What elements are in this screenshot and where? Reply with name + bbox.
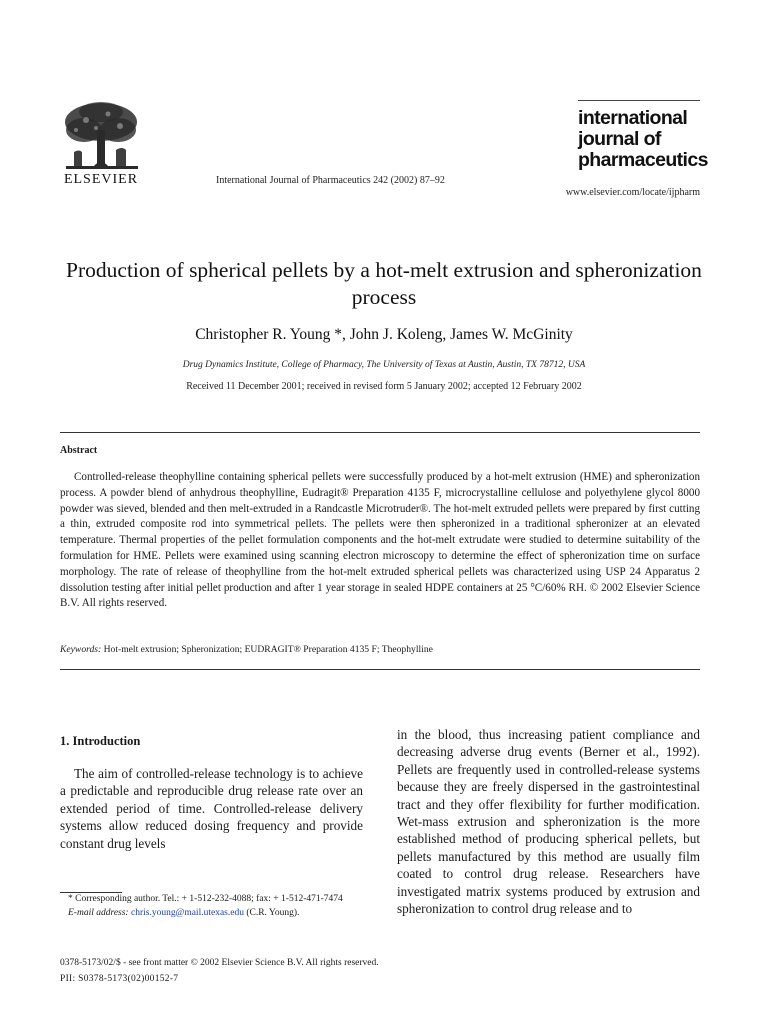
- journal-brand: [578, 108, 708, 171]
- body-column-left: The aim of controlled-release technology is to achieve a predictable and reproducible drug release rate over an extended period of time. Controlled-release delivery systems allow reduced dosing frequency and provide constant drug levels: [60, 766, 363, 851]
- email-label: E-mail address:: [68, 907, 129, 918]
- journal-citation: International Journal of Pharmaceutics 242 (2002) 87–92: [216, 175, 445, 186]
- journal-brand-line-2: journal of: [578, 128, 661, 150]
- publisher-logo-label: ELSEVIER: [63, 172, 139, 187]
- keywords-list: Hot-melt extrusion; Spheronization; EUDRAGIT® Preparation 4135 F; Theophylline: [103, 644, 433, 655]
- body-column-right: in the blood, thus increasing patient compliance and decreasing adverse drug events (Berner et al., 1992). Pellets are frequently used in controlled-release systems because they are freely dispersed in the gastrointestinal tract and they offer flexibility for further modification. Wet-mass extrusion and spheronization is the more established method of producing spherical pellets, but pellets manufactured by this method are usually film coated to control drug release. Researchers have investigated matrix systems produced by extrusion and spheronization to control drug release and to: [397, 727, 700, 917]
- abstract-bottom-divider: [60, 669, 700, 670]
- abstract-top-divider: [60, 432, 700, 433]
- pii-line: PII: S0378-5173(02)00152-7: [60, 974, 179, 984]
- corresponding-author-footnote: [60, 893, 363, 920]
- abstract-heading: Abstract: [60, 445, 98, 456]
- author-email-link[interactable]: chris.young@mail.utexas.edu: [130, 907, 244, 918]
- paper-title: Production of spherical pellets by a hot-melt extrusion and spheronization process: [66, 258, 702, 309]
- elsevier-tree-logo: [56, 100, 146, 174]
- journal-url-link[interactable]: www.elsevier.com/locate/ijpharm: [565, 187, 700, 198]
- keywords: [60, 644, 700, 655]
- brand-divider: [578, 100, 700, 101]
- received-dates: Received 11 December 2001; received in revised form 5 January 2002; accepted 12 February 2002: [186, 381, 582, 392]
- copyright-line: 0378-5173/02/$ - see front matter © 2002 Elsevier Science B.V. All rights reserved.: [60, 958, 379, 968]
- footnote-contact: * Corresponding author. Tel.: + 1-512-232-4088; fax: + 1-512-471-7474: [68, 894, 343, 904]
- journal-brand-line-1: international: [578, 107, 688, 129]
- author-list: Christopher R. Young *, John J. Koleng, James W. McGinity: [195, 326, 573, 343]
- footnote-email-line: [60, 907, 363, 921]
- journal-brand-line-3: pharmaceutics: [578, 149, 708, 171]
- author-affiliation: Drug Dynamics Institute, College of Pharmacy, The University of Texas at Austin, Austin, TX 78712, USA: [182, 360, 586, 370]
- abstract-text: Controlled-release theophylline containing spherical pellets were successfully produced by a hot-melt extrusion (HME) and spheronization process. A powder blend of anhydrous theophylline, Eudragit® Preparation 4135 F, microcrystalline cellulose and polyethylene glycol 8000 powder was sieved, blended and then melt-extruded in a Randcastle Microtruder®. The hot-melt extruded pellets were prepared by first cutting a thin, extruded composite rod into symmetrical pellets. The pellets were then spheronized in a traditional spheronizer at an elevated temperature. Thermal properties of the pellet formulation components and the hot-melt extrudate were studied to determine suitability of the formulation for HME. Pellets were examined using scanning electron microscopy to determine the effect of spheronization time on surface morphology. The rate of release of theophylline from the hot-melt extruded spherical pellets was characterized using USP 24 Apparatus 2 dissolution testing after initial pellet production and after 1 year storage in sealed HDPE containers at 25 °C/60% RH. © 2002 Elsevier Science B.V. All rights reserved.: [60, 471, 700, 610]
- keywords-label: Keywords:: [60, 644, 102, 655]
- section-heading-introduction: 1. Introduction: [60, 734, 141, 748]
- email-suffix: (C.R. Young).: [243, 907, 300, 918]
